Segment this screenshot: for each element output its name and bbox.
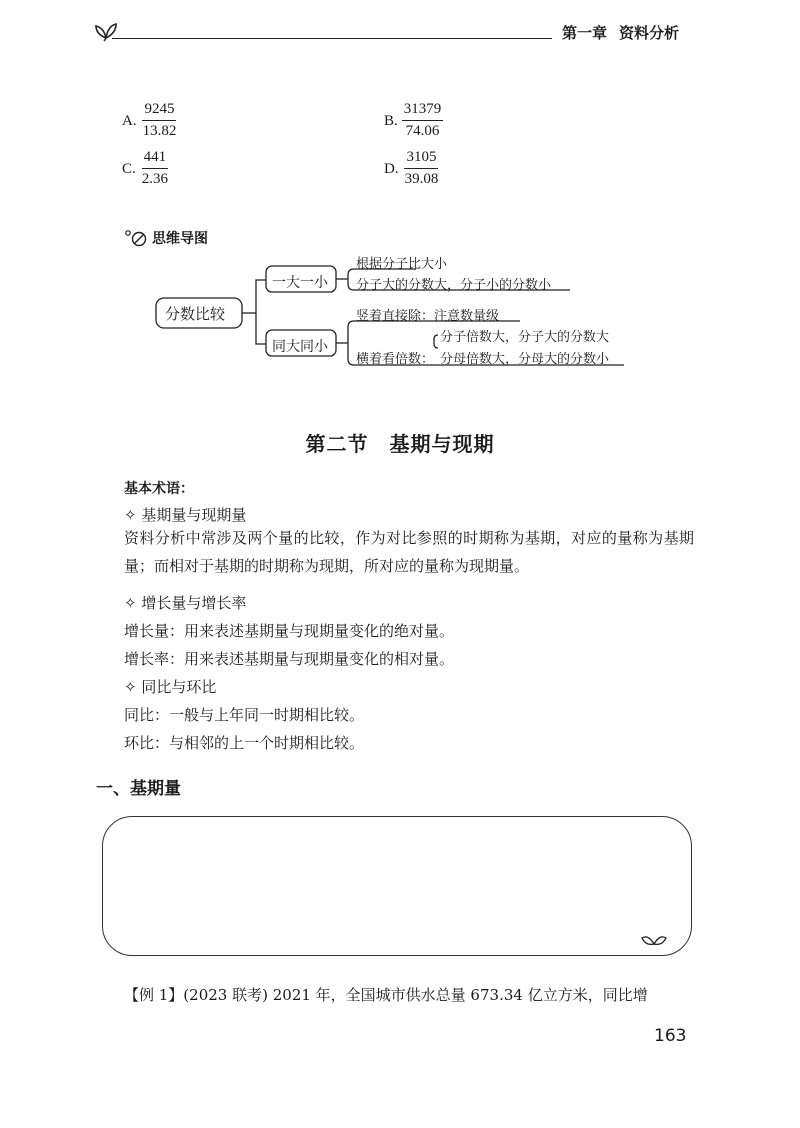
basic-terms-label: 基本术语： <box>124 481 194 497</box>
header-chapter: 第一章 <box>562 24 608 42</box>
term-heading: ✧ 基期量与现期量 <box>124 506 247 524</box>
option-d: D. $\frac{3105}{39.08}$ <box>384 149 439 187</box>
mind-map-heading: 思维导图 <box>124 228 208 248</box>
mind-map-item: 根据分子比大小 <box>356 257 448 272</box>
mind-map-root: 分数比较 <box>165 305 226 323</box>
fraction: $\frac{31379}{74.06}$ <box>403 101 442 139</box>
header-rule <box>112 38 552 39</box>
mind-map-item: 分子倍数大，分子大的分数大 <box>440 330 610 345</box>
mind-map-item: 分母倍数大，分母大的分数小 <box>440 352 610 367</box>
term-line: 增长率：用来表述基期量与现期量变化的相对量。 <box>124 650 455 668</box>
term-line: 同比：一般与上年同一时期相比较。 <box>124 706 365 724</box>
mind-map-branch1: 一大一小 <box>272 275 328 291</box>
mind-map-item: 分子大的分数大，分子小的分数小 <box>356 278 552 293</box>
mind-map-item: 横着看倍数： <box>356 352 435 367</box>
header-title-text: 资料分析 <box>619 24 680 42</box>
term-line: 增长量：用来表述基期量与现期量变化的绝对量。 <box>124 622 455 640</box>
mind-map-item: 竖着直接除：注意数量级 <box>356 309 500 324</box>
leaf-icon <box>640 932 668 948</box>
option-c: C. $\frac{441}{2.36}$ <box>122 149 169 187</box>
mind-map-branch2: 同大同小 <box>272 339 328 355</box>
page-number: 163 <box>654 1026 687 1046</box>
term-heading: ✧ 同比与环比 <box>124 678 217 696</box>
option-b: B. $\frac{31379}{74.06}$ <box>384 101 442 139</box>
option-a: A. $\frac{9245}{13.82}$ <box>122 101 177 139</box>
header-chapter-title <box>562 22 679 43</box>
term-heading: ✧ 增长量与增长率 <box>124 594 247 612</box>
fraction: $\frac{441}{2.36}$ <box>141 149 169 187</box>
term-paragraph: 资料分析中常涉及两个量的比较，作为对比参照的时期称为基期，对应的量称为基期量；而相对于基期的时期称为现期，所对应的量称为现期量。 <box>124 529 694 575</box>
fraction: $\frac{9245}{13.82}$ <box>142 101 177 139</box>
example-question: 【例 1】(2023 联考) 2021 年，全国城市供水总量 673.34 亿立方米，同比增 <box>124 986 648 1004</box>
fraction: $\frac{3105}{39.08}$ <box>404 149 439 187</box>
section-title: 第二节 基期与现期 <box>305 432 495 456</box>
term-line: 环比：与相邻的上一个时期相比较。 <box>124 734 365 752</box>
subheading: 一、基期量 <box>96 779 181 799</box>
note-box <box>102 816 692 956</box>
